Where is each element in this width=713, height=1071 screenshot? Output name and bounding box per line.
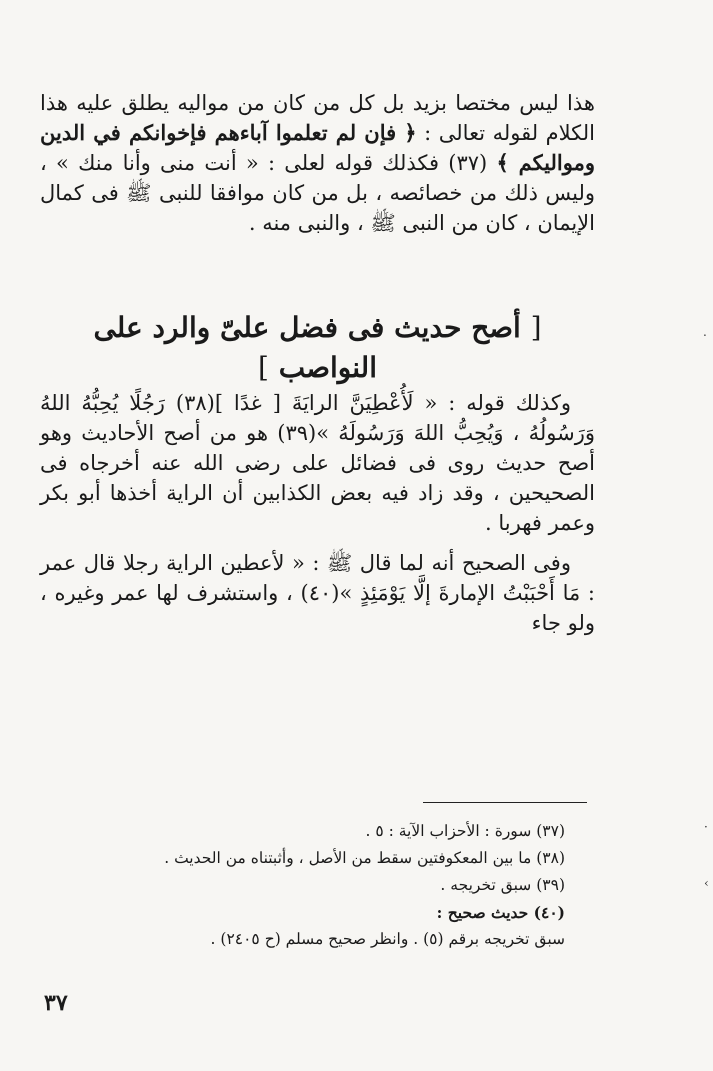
paragraph-3-text: وفى الصحيح أنه لما قال ﷺ : « لأعطين الراية رجلا قال عمر : مَا أَحْبَبْتُ الإمارةَ إلَّا يَوْمَئِذٍ »(٤٠) ، واستشرف لها عمر وغيره ، ولو جاء — [40, 551, 595, 635]
paragraph-2 — [40, 388, 595, 538]
paragraph-3 — [40, 548, 595, 638]
footnote-40: (٤٠) حديث صحيح : — [436, 903, 565, 922]
paragraph-1-text-a: هذا ليس مختصا بزيد بل كل من كان من مواليه يطلق عليه هذا الكلام لقوله تعالى : — [40, 91, 595, 145]
footnote-39: (٣٩) سبق تخريجه . — [440, 876, 565, 894]
section-heading — [40, 308, 595, 388]
paragraph-2-text: وكذلك قوله : « لَأُعْطِيَنَّ الرايَةَ [ غدًا ](٣٨) رَجُلًا يُحِبُّهُ اللهُ وَرَسُولُهُ ، وَيُحِبُّ اللهَ وَرَسُولَهُ »(٣٩) هو من أصح الأحاديث وهو أصح حديث روى فى فضائل على رضى الله عنه أخرجاه فى الصحيحين ، وقد زاد فيه بعض الكذابين أن الراية أخذها أبو بكر وعمر فهربا . — [40, 391, 595, 535]
footnote-40-detail: سبق تخريجه برقم (٥) . وانظر صحيح مسلم (ح ٢٤٠٥) . — [210, 930, 565, 948]
margin-mark: · — [704, 820, 708, 834]
heading-bracket-close: ] — [258, 351, 269, 384]
heading-text: أصح حديث فى فضل علىّ والرد على النواصب — [93, 311, 521, 384]
quran-verse: ﴿ فإن لم تعلموا آباءهم فإخوانكم في الدين ومواليكم ﴾ — [40, 120, 595, 175]
footnotes — [60, 818, 565, 953]
footnote-divider — [423, 802, 587, 803]
margin-mark: . — [703, 325, 707, 339]
paragraph-1 — [40, 88, 595, 238]
footnote-38: (٣٨) ما بين المعكوفتين سقط من الأصل ، وأثبتناه من الحديث . — [164, 849, 565, 867]
paragraph-1-text-b: (٣٧) فكذلك قوله لعلى : « أنت منى وأنا منك » ، وليس ذلك من خصائصه ، بل من كان موافقا للنبى ﷺ فى كمال الإيمان ، كان من النبى ﷺ ، والنبى منه . — [40, 151, 595, 235]
heading-bracket-open: [ — [530, 311, 542, 344]
footnote-37: (٣٧) سورة : الأحزاب الآية : ٥ . — [365, 822, 565, 840]
page-number: ٣٧ — [44, 990, 68, 1016]
margin-mark: ‹ — [704, 876, 709, 890]
